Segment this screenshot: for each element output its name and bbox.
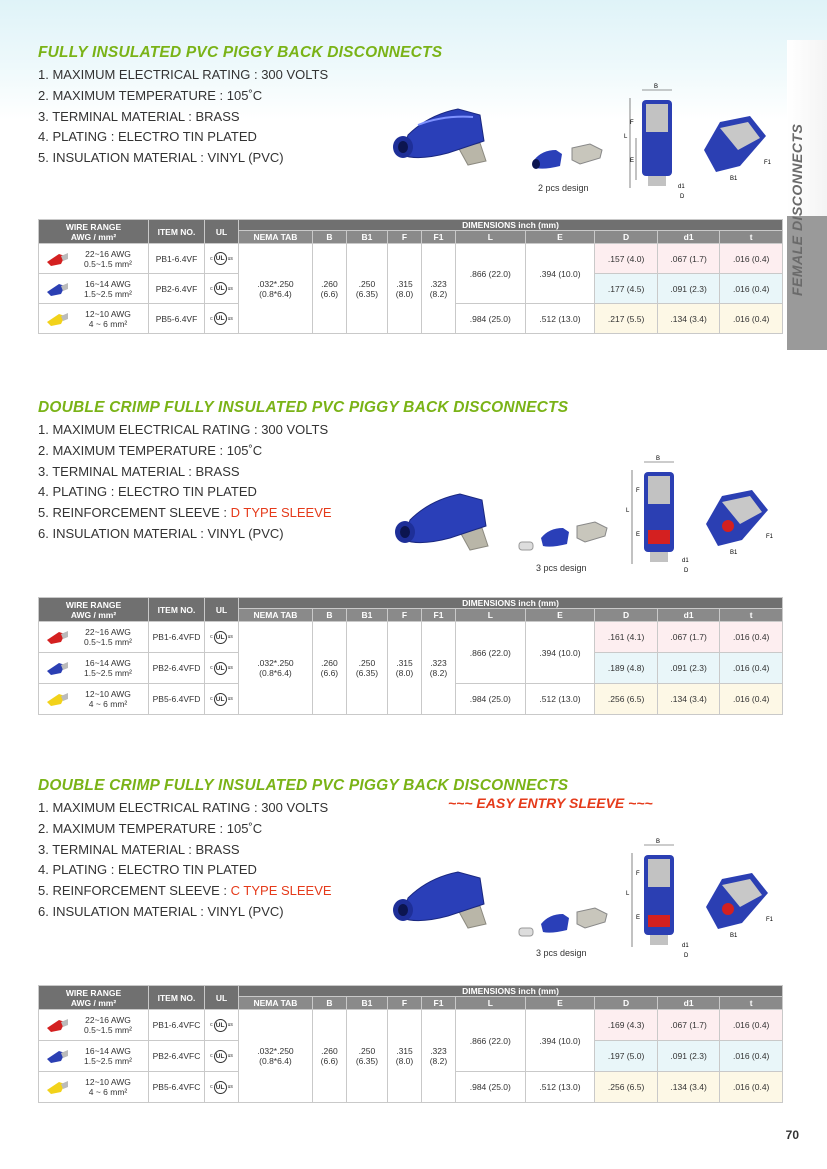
header-f1: F1 [421,997,455,1010]
diagram-label-f: F [636,871,640,877]
terminal-photo-large [388,858,508,938]
design-caption: 3 pcs design [536,948,587,958]
page-number: 70 [785,1128,799,1142]
blue-terminal-icon [45,659,69,677]
t-value: .016 (0.4) [720,1041,783,1072]
wire-awg: 16~14 AWG [85,1046,131,1056]
header-wire-units: AWG / mm² [70,997,117,1008]
header-f1: F1 [421,609,455,622]
header-d: D [595,231,658,244]
header-b: B [312,997,346,1010]
ul-mark-icon: c UL us [210,282,233,295]
e-value: .512 (13.0) [525,684,595,715]
sleeve-type: C TYPE SLEEVE [230,883,332,899]
spec-item: 6. INSULATION MATERIAL : VINYL (PVC) [38,903,284,919]
blue-terminal-icon [45,1047,69,1065]
dimension-diagram [620,80,780,205]
d1-value: .067 (1.7) [657,1010,720,1041]
ul-mark-icon: c UL us [210,1081,233,1094]
section-title: DOUBLE CRIMP FULLY INSULATED PVC PIGGY BACK DISCONNECTS [38,777,569,794]
item-number: PB2-6.4VFC [149,1041,205,1072]
spec-item: 4. PLATING : ELECTRO TIN PLATED [38,129,257,145]
d-value: .161 (4.1) [595,622,658,653]
header-b: B [312,609,346,622]
item-number: PB5-6.4VFC [149,1072,205,1103]
header-e: E [525,997,595,1010]
d-value: .177 (4.5) [595,274,658,304]
wire-mm: 0.5~1.5 mm² [84,637,132,647]
header-nema: NEMA TAB [239,997,313,1010]
diagram-label-b: B [654,84,659,90]
e-value: .394 (10.0) [525,1010,595,1072]
t-value: .016 (0.4) [720,244,783,274]
f1-value: .323 [430,658,447,668]
header-b1: B1 [346,997,387,1010]
d-value: .169 (4.3) [595,1010,658,1041]
d1-value: .134 (3.4) [657,684,720,715]
header-t: t [720,997,783,1010]
d-value: .197 (5.0) [595,1041,658,1072]
e-value: .394 (10.0) [525,244,595,304]
f1-value: .323 [430,1046,447,1056]
dimension-diagram [622,452,782,582]
wire-awg: 22~16 AWG [85,1015,131,1025]
diagram-label-b: B [656,839,661,845]
header-item-no: ITEM NO. [149,598,205,622]
item-number: PB5-6.4VFD [149,684,205,715]
header-f: F [388,609,422,622]
dimensions-table-1 [38,219,783,334]
spec-item: 3. TERMINAL MATERIAL : BRASS [38,108,240,124]
wire-awg: 16~14 AWG [85,658,131,668]
t-value: .016 (0.4) [720,1010,783,1041]
header-d1: d1 [657,609,720,622]
diagram-label-b1: B1 [730,933,738,939]
header-f: F [388,231,422,244]
diagram-label-d1: d1 [678,184,685,190]
header-dimensions: DIMENSIONS inch (mm) [239,986,783,997]
b-value: .260 [321,658,338,668]
diagram-label-f: F [630,120,634,126]
l-value: .984 (25.0) [455,684,525,715]
sleeve-type: D TYPE SLEEVE [230,505,332,521]
ul-mark-icon: c UL us [210,662,233,675]
wire-mm: 1.5~2.5 mm² [84,288,132,299]
header-wire-range: WIRE RANGE [65,987,122,998]
d1-value: .091 (2.3) [657,1041,720,1072]
spec-item: 2. MAXIMUM TEMPERATURE : 105˚C [38,820,263,836]
header-l: L [455,997,525,1010]
diagram-label-b1: B1 [730,550,738,556]
header-nema: NEMA TAB [239,231,313,244]
dimensions-table-2 [38,597,783,715]
e-value: .512 (13.0) [525,304,595,334]
l-value: .866 (22.0) [455,244,525,304]
spec-item: 4. PLATING : ELECTRO TIN PLATED [38,862,257,878]
spec-item: 3. TERMINAL MATERIAL : BRASS [38,463,240,479]
d-value: .256 (6.5) [595,684,658,715]
t-value: .016 (0.4) [720,684,783,715]
dimensions-table-3 [38,985,783,1103]
wire-mm: 4 ~ 6 mm² [88,699,128,709]
header-l: L [455,609,525,622]
spec-item: 1. MAXIMUM ELECTRICAL RATING : 300 VOLTS [38,67,329,82]
spec-item: 1. MAXIMUM ELECTRICAL RATING : 300 VOLTS [38,422,329,437]
item-number: PB5-6.4VF [149,304,205,334]
b1-value: .250 [358,278,376,289]
header-d: D [595,609,658,622]
ul-mark-icon: c UL us [210,252,233,265]
diagram-label-e: E [636,915,641,921]
terminal-photo-large [390,480,510,560]
design-caption: 2 pcs design [538,183,589,193]
f-value: .315 [396,278,413,289]
wire-mm: 0.5~1.5 mm² [84,1025,132,1035]
wire-awg: 12~10 AWG [85,689,131,699]
d1-value: .091 (2.3) [657,653,720,684]
header-b1: B1 [346,231,387,244]
red-terminal-icon [45,250,69,268]
diagram-label-d: D [680,194,685,200]
l-value: .866 (22.0) [455,1010,525,1072]
wire-mm: 4 ~ 6 mm² [88,318,128,329]
spec-item: 3. TERMINAL MATERIAL : BRASS [38,841,240,857]
ul-mark-icon: c UL us [210,312,233,325]
e-value: .394 (10.0) [525,622,595,684]
wire-mm: 1.5~2.5 mm² [84,668,132,678]
t-value: .016 (0.4) [720,622,783,653]
header-e: E [525,231,595,244]
header-dimensions: DIMENSIONS inch (mm) [239,598,783,609]
header-wire-units: AWG / mm² [70,609,117,620]
header-item-no: ITEM NO. [149,220,205,244]
header-d: D [595,997,658,1010]
f-value: .315 [396,1046,413,1056]
d1-value: .134 (3.4) [657,1072,720,1103]
header-d1: d1 [657,231,720,244]
terminal-parts-photo [515,512,615,560]
dimension-diagram [622,835,782,965]
header-d1: d1 [657,997,720,1010]
diagram-label-l: L [624,134,628,140]
t-value: .016 (0.4) [720,274,783,304]
diagram-label-e: E [630,158,635,164]
nema-value: .032*.250 [257,278,294,289]
table-row: 22~16 AWG 0.5~1.5 mm² PB1-6.4VFD c UL us .032*.250 (0.8*6.4) .260 (6.6) .250 (6.35) .315 (8.0) .323 (8.2) .866 (22.0) .394 (10.0) .161 (4.1) .067 (1.7) .016 (0.4) [39,622,783,653]
red-terminal-icon [45,1016,69,1034]
table-row: 22~16 AWG 0.5~1.5 mm² PB1-6.4VF c UL us .032*.250 (0.8*6.4) .260 (6.6) .250 (6.35) .315 (8.0) .323 (8.2) .866 (22.0) .394 (10.0) .157 (4.0) .067 (1.7) .016 (0.4) [39,244,783,274]
header-t: t [720,609,783,622]
header-f: F [388,997,422,1010]
diagram-label-d1: d1 [682,943,689,949]
header-t: t [720,231,783,244]
diagram-label-l: L [626,508,630,514]
item-number: PB1-6.4VFD [149,622,205,653]
diagram-label-d: D [684,953,689,959]
spec-item: 1. MAXIMUM ELECTRICAL RATING : 300 VOLTS [38,800,329,815]
header-ul: UL [205,986,239,1010]
section-subtitle: ~~~ EASY ENTRY SLEEVE ~~~ [448,795,653,811]
spec-item: 5. REINFORCEMENT SLEEVE : D TYPE SLEEVE [38,505,332,521]
header-b1: B1 [346,609,387,622]
wire-awg: 22~16 AWG [85,248,131,259]
header-item-no: ITEM NO. [149,986,205,1010]
d-value: .157 (4.0) [595,244,658,274]
diagram-label-f: F [636,488,640,494]
side-tab [787,40,827,350]
header-wire-units: AWG / mm² [70,231,117,242]
yellow-terminal-icon [45,310,69,328]
header-nema: NEMA TAB [239,609,313,622]
section-title: DOUBLE CRIMP FULLY INSULATED PVC PIGGY BACK DISCONNECTS [38,399,569,416]
ul-mark-icon: c UL us [210,693,233,706]
l-value: .984 (25.0) [455,1072,525,1103]
nema-value: .032*.250 [257,658,294,668]
blue-terminal-icon [45,280,69,298]
wire-mm: 4 ~ 6 mm² [88,1087,128,1097]
diagram-label-f1: F1 [764,160,772,166]
header-f1: F1 [421,231,455,244]
wire-awg: 22~16 AWG [85,627,131,637]
header-wire-range: WIRE RANGE [65,221,122,232]
item-number: PB2-6.4VFD [149,653,205,684]
spec-item: 5. REINFORCEMENT SLEEVE : C TYPE SLEEVE [38,883,332,899]
diagram-label-f1: F1 [766,917,774,923]
terminal-parts-photo [515,900,615,946]
t-value: .016 (0.4) [720,653,783,684]
b1-value: .250 [358,658,376,668]
d-value: .217 (5.5) [595,304,658,334]
terminal-photo-large [388,95,508,175]
header-l: L [455,231,525,244]
wire-awg: 16~14 AWG [85,278,131,289]
e-value: .512 (13.0) [525,1072,595,1103]
diagram-label-e: E [636,532,641,538]
diagram-label-d: D [684,568,689,574]
nema-value: .032*.250 [257,1046,294,1056]
side-tab-label: FEMALE DISCONNECTS [789,123,805,297]
ul-mark-icon: c UL us [210,1050,233,1063]
spec-item: 4. PLATING : ELECTRO TIN PLATED [38,484,257,500]
header-b: B [312,231,346,244]
diagram-label-b: B [656,456,661,462]
diagram-label-l: L [626,891,630,897]
b1-value: .250 [358,1046,376,1056]
header-dimensions: DIMENSIONS inch (mm) [239,220,783,231]
f1-value: .323 [430,278,447,289]
b-value: .260 [321,278,338,289]
section-title: FULLY INSULATED PVC PIGGY BACK DISCONNECTS [38,44,443,61]
table-row: 22~16 AWG 0.5~1.5 mm² PB1-6.4VFC c UL us .032*.250 (0.8*6.4) .260 (6.6) .250 (6.35) .315 (8.0) .323 (8.2) .866 (22.0) .394 (10.0) .169 (4.3) .067 (1.7) .016 (0.4) [39,1010,783,1041]
wire-awg: 12~10 AWG [85,1077,131,1087]
spec-item: 5. INSULATION MATERIAL : VINYL (PVC) [38,150,284,166]
item-number: PB2-6.4VF [149,274,205,304]
ul-mark-icon: c UL us [210,1019,233,1032]
spec-item: 6. INSULATION MATERIAL : VINYL (PVC) [38,525,284,541]
header-wire-range: WIRE RANGE [65,599,122,610]
d1-value: .067 (1.7) [657,244,720,274]
spec-item: 2. MAXIMUM TEMPERATURE : 105˚C [38,442,263,458]
red-terminal-icon [45,628,69,646]
d1-value: .091 (2.3) [657,274,720,304]
diagram-label-d1: d1 [682,558,689,564]
header-e: E [525,609,595,622]
wire-mm: 1.5~2.5 mm² [84,1056,132,1066]
b-value: .260 [321,1046,338,1056]
item-number: PB1-6.4VF [149,244,205,274]
ul-mark-icon: c UL us [210,631,233,644]
spec-item: 2. MAXIMUM TEMPERATURE : 105˚C [38,87,263,103]
header-ul: UL [205,220,239,244]
t-value: .016 (0.4) [720,1072,783,1103]
yellow-terminal-icon [45,690,69,708]
l-value: .866 (22.0) [455,622,525,684]
t-value: .016 (0.4) [720,304,783,334]
wire-mm: 0.5~1.5 mm² [84,258,132,269]
f-value: .315 [396,658,413,668]
d1-value: .067 (1.7) [657,622,720,653]
header-ul: UL [205,598,239,622]
design-caption: 3 pcs design [536,563,587,573]
l-value: .984 (25.0) [455,304,525,334]
d-value: .189 (4.8) [595,653,658,684]
item-number: PB1-6.4VFC [149,1010,205,1041]
wire-awg: 12~10 AWG [85,308,131,319]
d-value: .256 (6.5) [595,1072,658,1103]
terminal-parts-photo [528,136,608,178]
diagram-label-b1: B1 [730,176,738,182]
diagram-label-f1: F1 [766,534,774,540]
d1-value: .134 (3.4) [657,304,720,334]
yellow-terminal-icon [45,1078,69,1096]
